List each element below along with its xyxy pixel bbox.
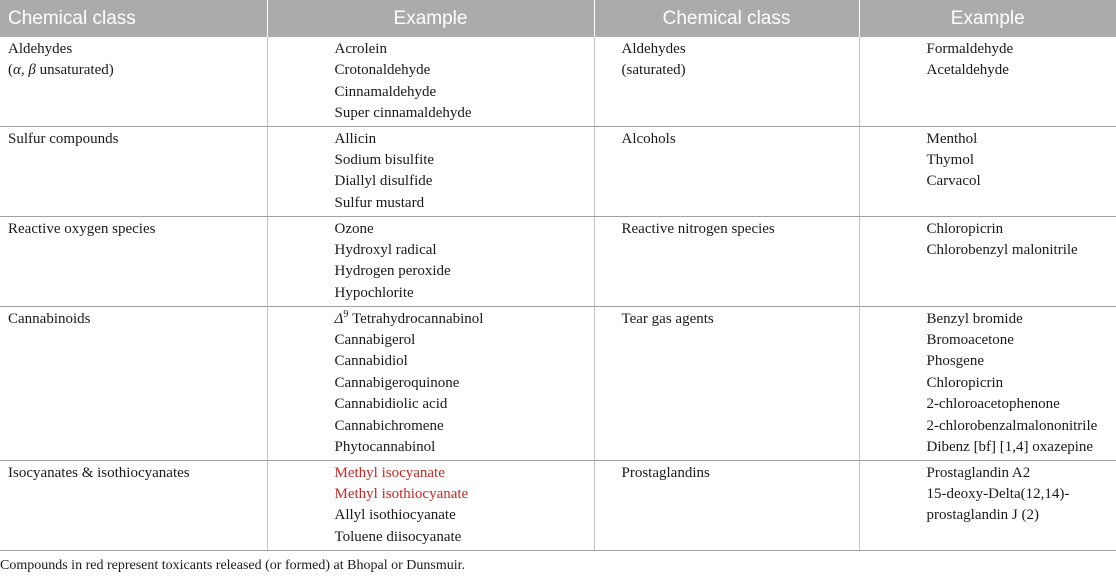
example-cell — [859, 306, 1116, 460]
class-cell — [594, 126, 859, 216]
example-item: Dibenz [bf] [1,4] oxazepine — [926, 439, 1094, 456]
class-cell — [594, 216, 859, 306]
header-example-1: Example — [267, 0, 594, 37]
example-cell — [859, 126, 1116, 216]
example-cell — [267, 37, 594, 126]
class-name: Alcohols — [621, 130, 676, 147]
example-item: 2-chlorobenzalmalononitrile — [926, 417, 1098, 434]
table-row — [0, 306, 1116, 460]
class-name: Cannabinoids — [8, 310, 91, 327]
example-item: Crotonaldehyde — [334, 62, 431, 79]
example-item: Sodium bisulfite — [334, 152, 435, 169]
header-chemical-class-1: Chemical class — [0, 0, 267, 37]
example-item — [335, 309, 594, 330]
example-item: Menthol — [926, 130, 978, 147]
table-row — [0, 126, 1116, 216]
example-item: Super cinnamaldehyde — [334, 105, 472, 122]
table-row — [0, 216, 1116, 306]
example-item: Chloropicrin — [926, 374, 1004, 391]
example-item: Cannabigeroquinone — [334, 374, 460, 391]
table-row — [0, 37, 1116, 126]
class-name: Reactive oxygen species — [8, 220, 156, 237]
class-cell — [594, 37, 859, 126]
class-cell — [0, 306, 267, 460]
delta-symbol: Δ — [334, 310, 344, 327]
example-item: Ozone — [334, 220, 374, 237]
class-name: Tear gas agents — [621, 310, 714, 327]
example-item: Thymol — [926, 152, 974, 169]
example-item: Phosgene — [926, 353, 984, 370]
class-name: Reactive nitrogen species — [621, 220, 775, 237]
example-item-text: Tetrahydrocannabinol — [352, 310, 484, 327]
example-item: Prostaglandin A2 — [926, 464, 1031, 481]
example-item: Carvacol — [926, 173, 981, 190]
example-item: Diallyl disulfide — [334, 173, 433, 190]
header-chemical-class-2: Chemical class — [594, 0, 859, 37]
class-cell — [0, 37, 267, 126]
example-item: Acetaldehyde — [926, 62, 1009, 79]
table-row — [0, 460, 1116, 550]
example-item: Chloropicrin — [926, 220, 1004, 237]
class-cell — [594, 460, 859, 550]
example-item: Sulfur mustard — [334, 194, 425, 211]
example-item: Cannabidiol — [334, 353, 408, 370]
example-item: Hypochlorite — [334, 284, 414, 301]
class-name: Prostaglandins — [621, 464, 710, 481]
example-cell — [859, 216, 1116, 306]
example-cell — [859, 37, 1116, 126]
class-name: Aldehydes — [8, 41, 73, 57]
table-footnote: Compounds in red represent toxicants released (or formed) at Bhopal or Dunsmuir. — [0, 558, 465, 573]
example-item: Cannabichromene — [334, 417, 444, 434]
class-name: Sulfur compounds — [8, 130, 119, 147]
class-qualifier: (saturated) — [621, 62, 686, 79]
example-item: Chlorobenzyl malonitrile — [926, 242, 1078, 259]
example-item-highlighted: Methyl isothiocyanate — [334, 486, 469, 503]
example-item: Cannabidiolic acid — [334, 396, 448, 413]
example-cell — [859, 460, 1116, 550]
example-item: Allyl isothiocyanate — [334, 507, 456, 524]
class-cell — [594, 306, 859, 460]
class-qualifier: (α, β unsaturated) — [8, 62, 114, 79]
example-item: Toluene diisocyanate — [334, 528, 462, 545]
example-item: Bromoacetone — [926, 332, 1014, 349]
class-cell — [0, 460, 267, 550]
example-item: Hydroxyl radical — [334, 242, 437, 259]
example-cell — [267, 306, 594, 460]
example-item: prostaglandin J (2) — [926, 507, 1039, 524]
class-cell — [0, 126, 267, 216]
example-cell — [267, 126, 594, 216]
class-name: Isocyanates & isothiocyanates — [8, 464, 190, 481]
delta-superscript: 9 — [343, 308, 349, 320]
example-item: 15-deoxy-Delta(12,14)- — [926, 486, 1070, 503]
header-example-2: Example — [859, 0, 1116, 37]
example-item: 2-chloroacetophenone — [926, 396, 1060, 413]
example-item: Hydrogen peroxide — [334, 263, 451, 280]
example-item: Formaldehyde — [926, 41, 1014, 57]
example-item-highlighted: Methyl isocyanate — [334, 464, 445, 481]
example-item: Acrolein — [334, 41, 387, 57]
example-item: Cannabigerol — [334, 332, 416, 349]
example-cell — [267, 216, 594, 306]
table-header-row — [0, 0, 1116, 37]
example-item: Benzyl bromide — [926, 310, 1023, 327]
class-name: Aldehydes — [621, 41, 686, 57]
example-item: Phytocannabinol — [334, 439, 436, 456]
example-item: Allicin — [334, 130, 377, 147]
example-cell — [267, 460, 594, 550]
example-item: Cinnamaldehyde — [334, 83, 437, 100]
class-cell — [0, 216, 267, 306]
